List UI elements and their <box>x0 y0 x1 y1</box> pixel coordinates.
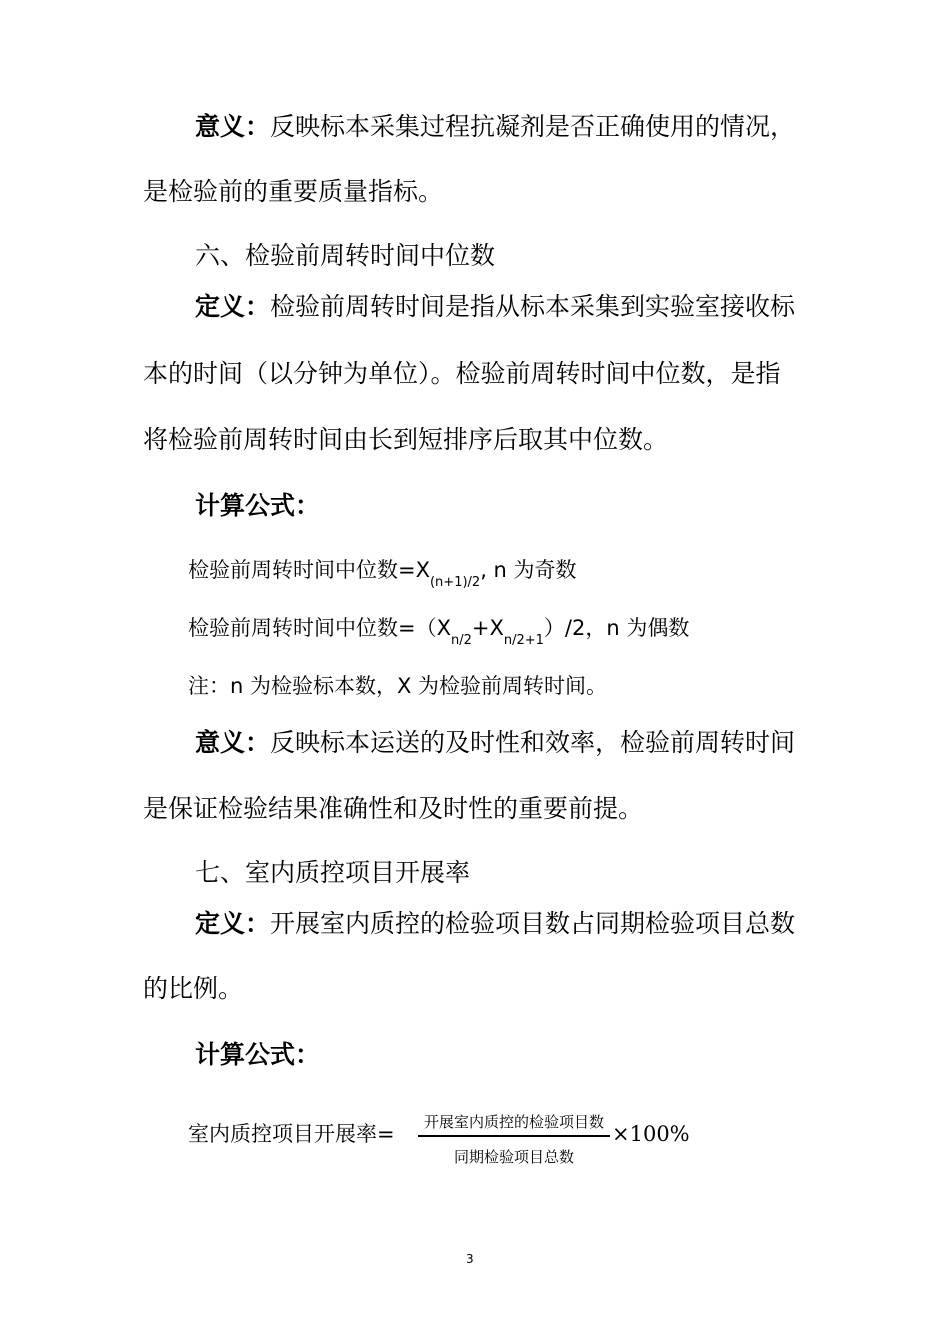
significance-paragraph-2-line-2: 是保证检验结果准确性和及时性的重要前提。 <box>143 794 644 823</box>
definition-label: 定义： <box>195 909 271 938</box>
definition-paragraph-line-2: 本的时间（以分钟为单位）。检验前周转时间中位数，是指 <box>143 359 781 388</box>
formula-lhs: 检验前周转时间中位数=X <box>188 558 430 582</box>
formula-rate-lhs: 室内质控项目开展率= <box>188 1122 395 1146</box>
significance-paragraph-line-2: 是检验前的重要质量指标。 <box>143 177 444 206</box>
definition-text: 开展室内质控的检验项目数占同期检验项目总数 <box>270 909 796 938</box>
definition-text: 检验前周转时间是指从标本采集到实验室接收标 <box>270 292 796 321</box>
formula-condition: ）/2，n 为偶数 <box>543 616 690 640</box>
formula-subscript-1: n/2 <box>450 633 472 648</box>
page-number: 3 <box>466 1252 474 1266</box>
significance-text: 反映标本采集过程抗凝剂是否正确使用的情况， <box>270 112 796 141</box>
section-heading-7: 七、室内质控项目开展率 <box>195 858 471 887</box>
formula-condition: , n 为奇数 <box>480 558 577 582</box>
definition-paragraph-line-3: 将检验前周转时间由长到短排序后取其中位数。 <box>143 425 669 454</box>
formula-subscript: (n+1)/2 <box>429 575 481 590</box>
fraction-numerator: 开展室内质控的检验项目数 <box>418 1112 610 1137</box>
formula-lhs: 检验前周转时间中位数=（X <box>188 616 451 640</box>
fraction-denominator: 同期检验项目总数 <box>453 1148 574 1166</box>
formula-subscript-2: n/2+1 <box>503 633 544 648</box>
calc-formula-label: 计算公式： <box>195 491 321 520</box>
definition-paragraph-line-1 <box>195 292 795 322</box>
significance-label: 意义： <box>195 112 271 141</box>
significance-paragraph-2-line-1 <box>195 728 795 758</box>
formula-plus: +X <box>471 616 504 640</box>
significance-paragraph-line-1 <box>195 112 795 142</box>
definition-label: 定义： <box>195 292 271 321</box>
formula-fraction <box>418 1112 610 1167</box>
definition-7-line-2: 的比例。 <box>143 974 244 1003</box>
section-heading-6: 六、检验前周转时间中位数 <box>195 241 496 270</box>
definition-7-line-1 <box>195 909 795 939</box>
formula-median-even <box>188 615 690 648</box>
significance-label: 意义： <box>195 728 271 757</box>
formula-median-odd <box>188 557 577 590</box>
formula-note: 注：n 为检验标本数，X 为检验前周转时间。 <box>188 674 608 698</box>
calc-formula-label-7: 计算公式： <box>195 1040 321 1069</box>
significance-text: 反映标本运送的及时性和效率，检验前周转时间 <box>270 728 796 757</box>
formula-multiplier: ×100% <box>612 1122 690 1146</box>
